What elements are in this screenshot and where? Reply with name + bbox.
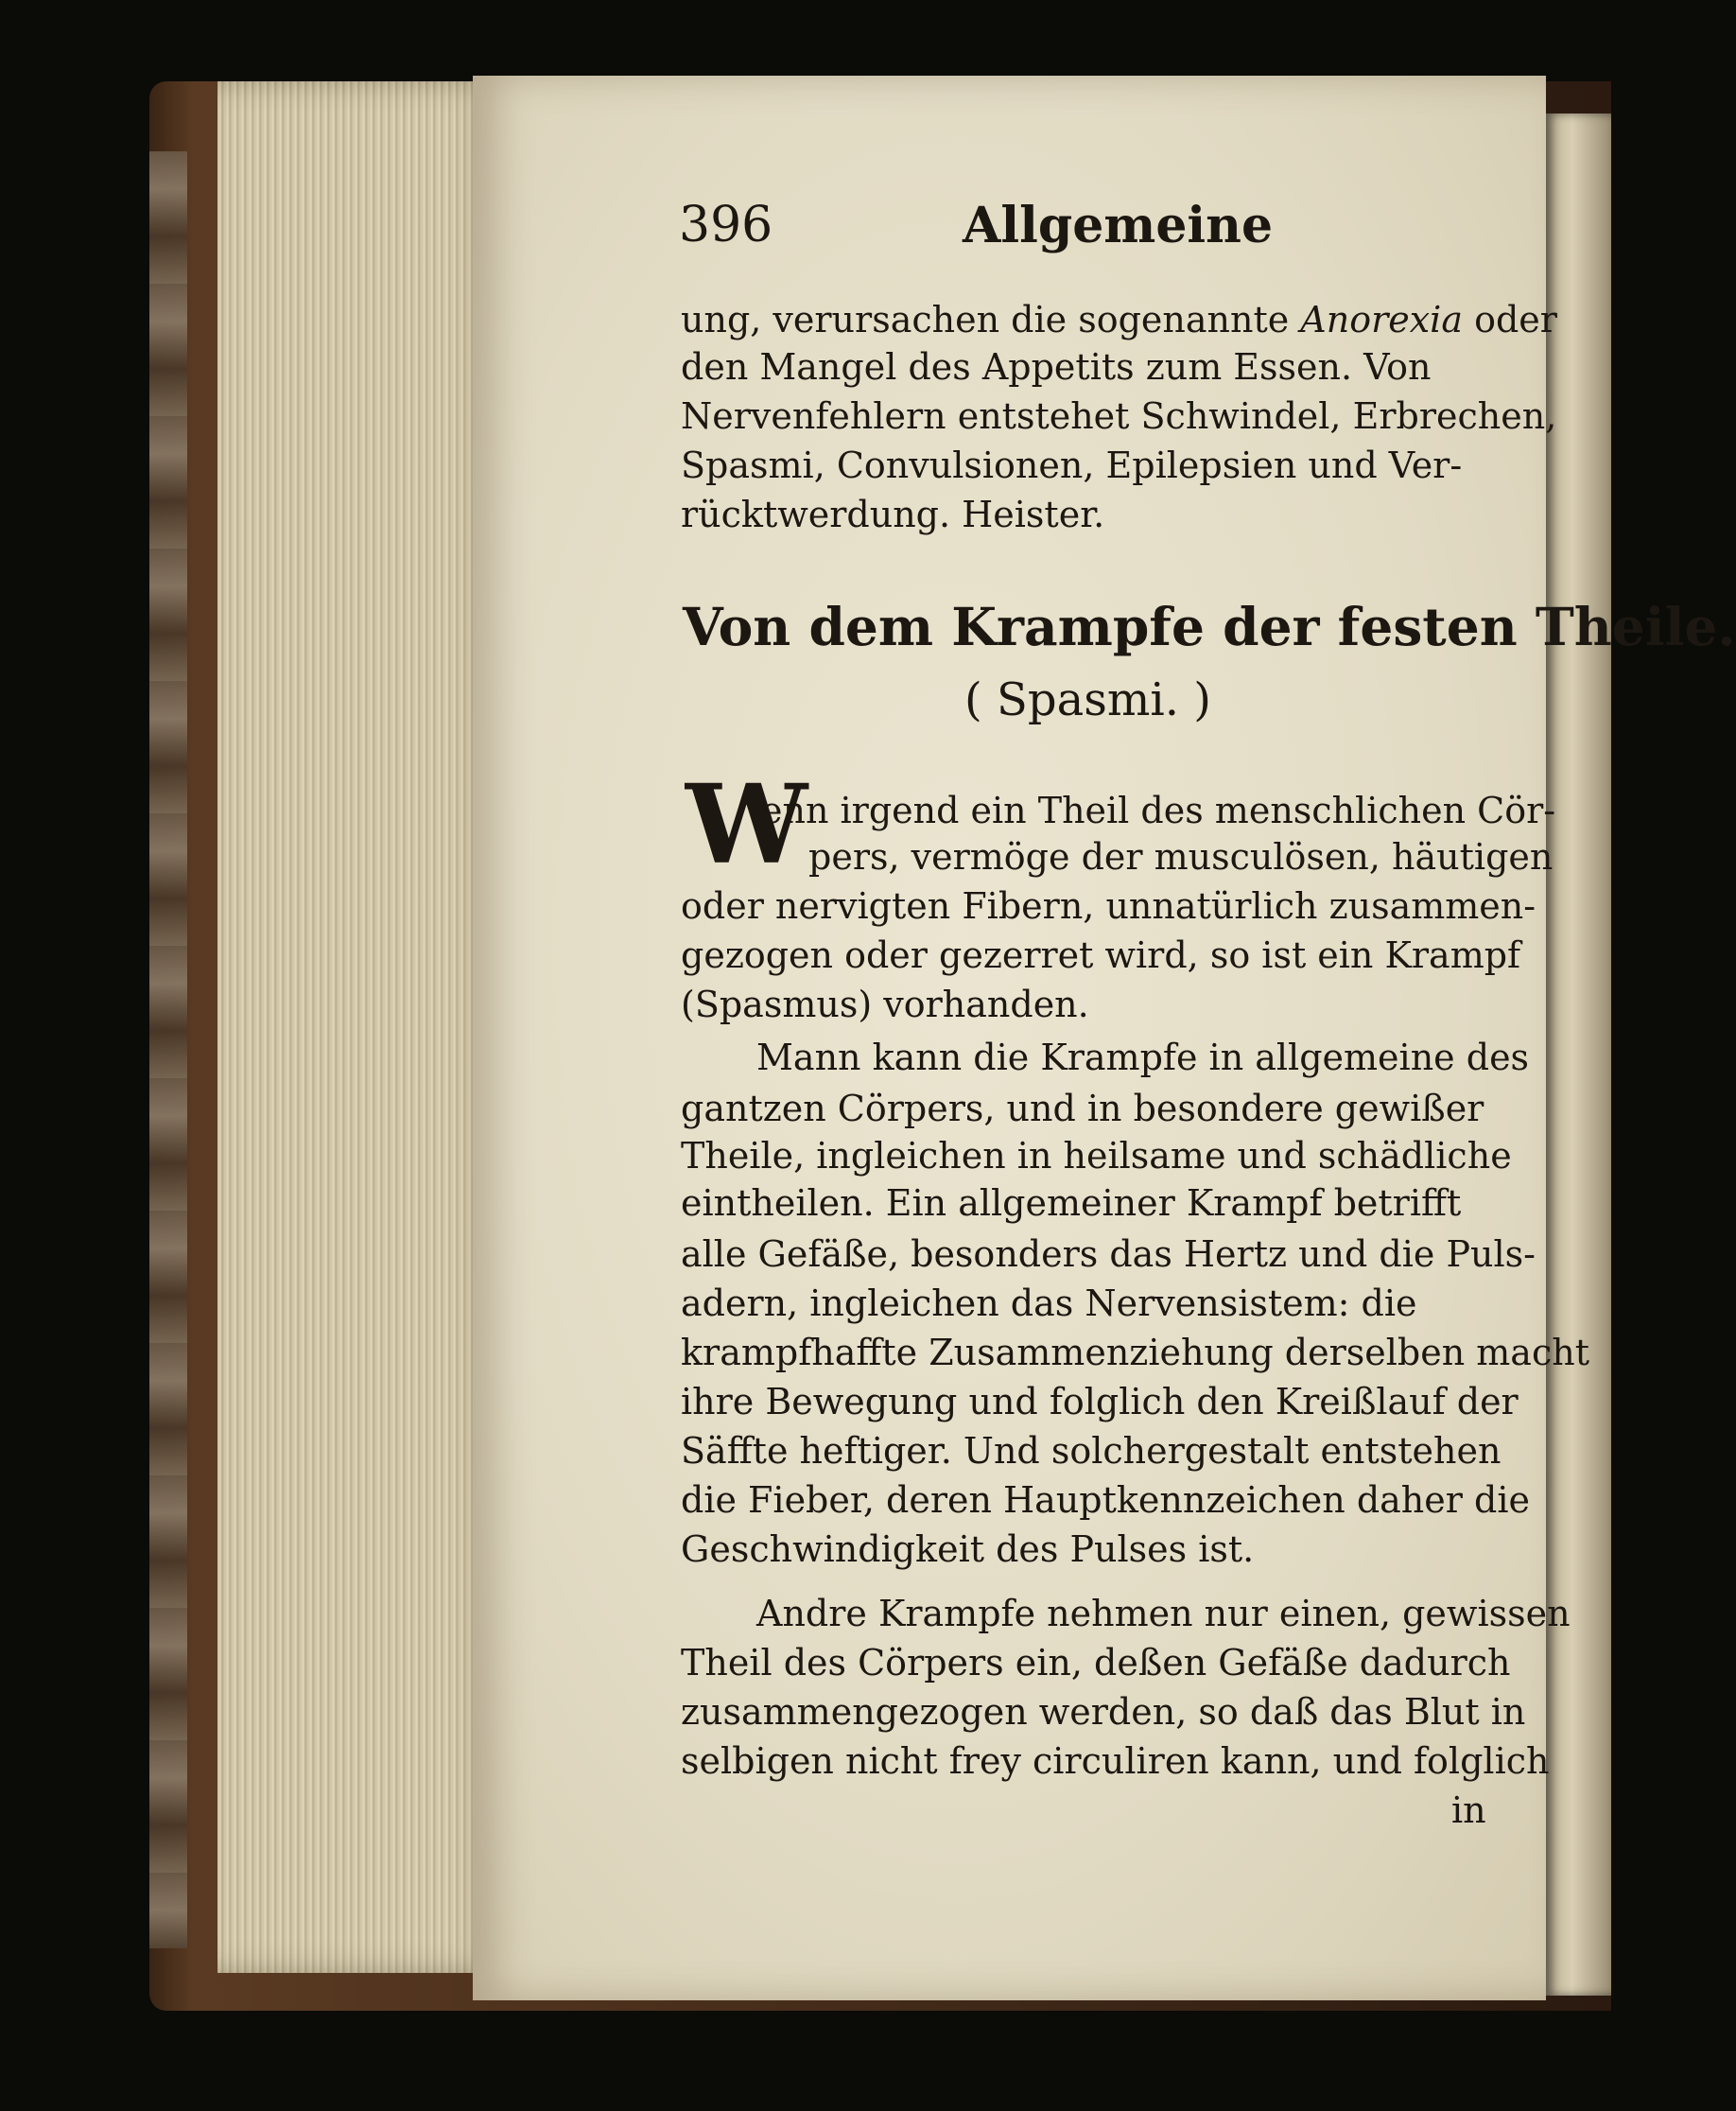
section-subheading: ( Spasmi. ) <box>964 673 1211 726</box>
intro-line: rücktwerdung. Heister. <box>681 494 1105 535</box>
paragraph-line: adern, ingleichen das Nervensistem: die <box>681 1282 1417 1324</box>
page-edges-stack <box>217 81 501 1973</box>
section-heading: Von dem Krampfe der festen Theile. <box>683 596 1736 657</box>
paragraph-line: Geschwindigkeit des Pulses ist. <box>681 1528 1255 1570</box>
paragraph-line: enn irgend ein Theil des menschlichen Cör- <box>761 790 1556 831</box>
catchword: in <box>1451 1789 1486 1831</box>
paragraph-line: alle Gefäße, besonders das Hertz und die Puls- <box>681 1233 1536 1275</box>
page-number: 396 <box>679 197 773 253</box>
paragraph-line: gezogen oder gezerret wird, so ist ein Krampf <box>681 934 1521 976</box>
paragraph-line: krampfhaffte Zusammenziehung derselben macht <box>681 1332 1589 1373</box>
paragraph-line: Theil des Cörpers ein, deßen Gefäße dadurch <box>681 1642 1511 1684</box>
running-title: Allgemeine <box>963 197 1274 254</box>
drop-capital: W <box>686 761 808 889</box>
intro-line: Spasmi, Convulsionen, Epilepsien und Ver- <box>681 445 1463 486</box>
paragraph-line: die Fieber, deren Hauptkennzeichen daher die <box>681 1479 1530 1521</box>
paragraph-line: Säffte heftiger. Und solchergestalt entstehen <box>681 1430 1502 1472</box>
paragraph-line: oder nervigten Fibern, unnatürlich zusammen- <box>681 885 1536 927</box>
paragraph-line: Theile, ingleichen in heilsame und schädliche <box>681 1135 1512 1177</box>
paragraph-line: pers, vermöge der musculösen, häutigen <box>808 836 1554 878</box>
intro-line: ung, verursachen die sogenannte Anorexia oder <box>681 299 1557 340</box>
paragraph-line: (Spasmus) vorhanden. <box>681 984 1089 1025</box>
intro-line: Nervenfehlern entstehet Schwindel, Erbrechen, <box>681 395 1557 437</box>
paragraph-line: selbigen nicht frey circuliren kann, und folglich <box>681 1740 1550 1782</box>
paragraph-line: ihre Bewegung und folglich den Kreißlauf der <box>681 1381 1519 1422</box>
paragraph-line: zusammengezogen werden, so daß das Blut in <box>681 1691 1526 1733</box>
paragraph-line: Andre Krampfe nehmen nur einen, gewissen <box>756 1593 1571 1634</box>
intro-line: den Mangel des Appetits zum Essen. Von <box>681 346 1432 388</box>
book-spine-edge <box>149 151 187 1948</box>
paragraph-line: Mann kann die Krampfe in allgemeine des <box>756 1037 1530 1078</box>
paragraph-line: eintheilen. Ein allgemeiner Krampf betrifft <box>681 1182 1462 1224</box>
paragraph-line: gantzen Cörpers, und in besondere gewißer <box>681 1088 1484 1129</box>
